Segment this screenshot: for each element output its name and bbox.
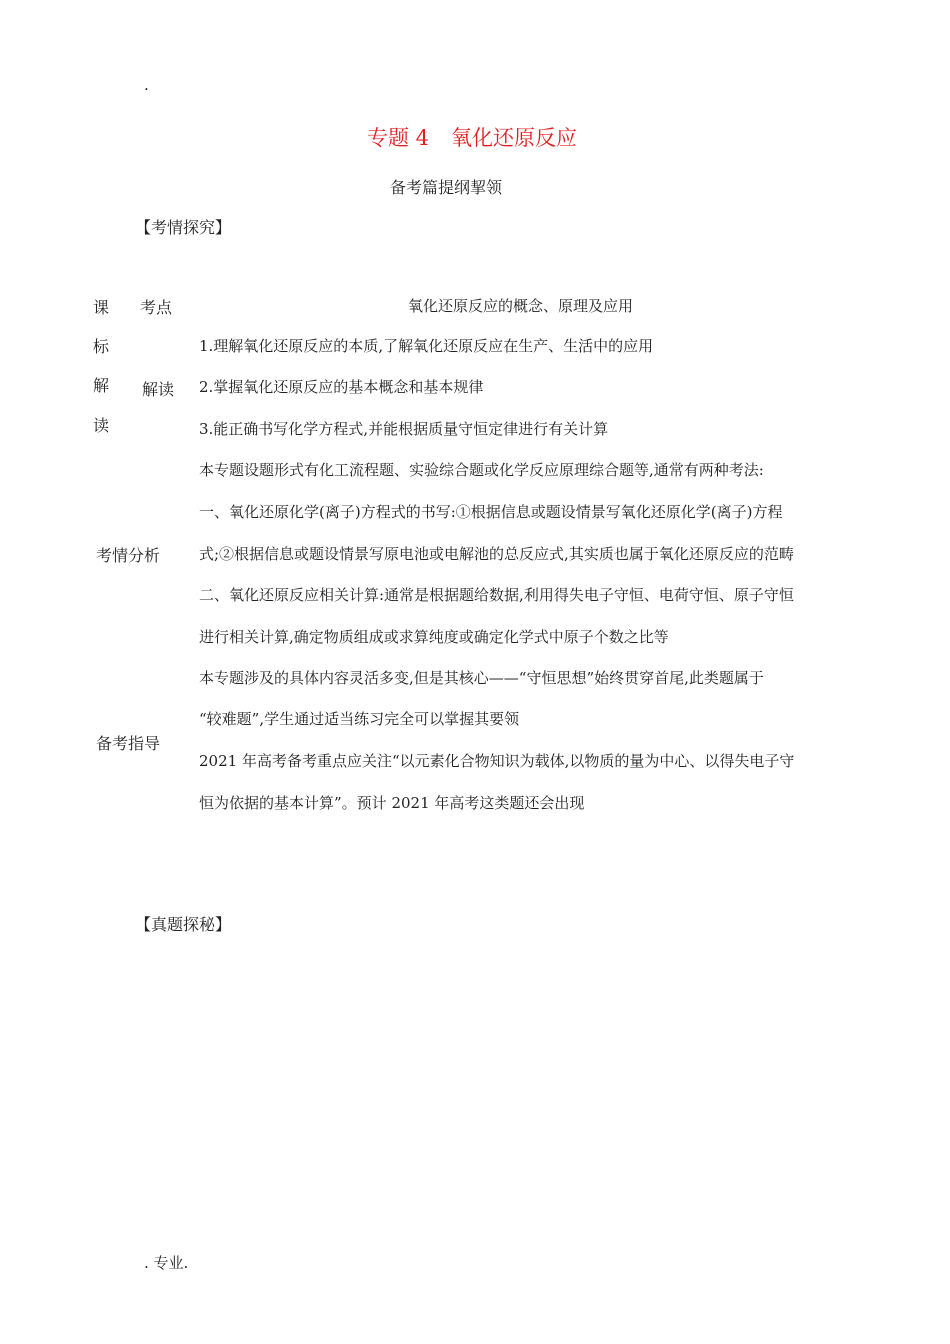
header-mark: .: [144, 76, 149, 94]
analysis-line: 一、氧化还原化学(离子)方程式的书写:①根据信息或题设情景写氧化还原化学(离子)方程: [199, 503, 783, 521]
section-heading-zhenti: 【真题探秘】: [135, 915, 232, 934]
page-title: [367, 122, 577, 152]
analysis-line: 二、氧化还原反应相关计算:通常是根据题给数据,利用得失电子守恒、电荷守恒、原子守恒: [199, 586, 794, 604]
curriculum-char: 读: [93, 416, 110, 435]
curriculum-char: 课: [93, 298, 110, 317]
subtitle: 备考篇提纲挈领: [390, 178, 503, 197]
guide-line: 本专题涉及的具体内容灵活多变,但是其核心——“守恒思想”始终贯穿首尾,此类题属于: [199, 669, 764, 687]
kaodian-value: 氧化还原反应的概念、原理及应用: [408, 297, 634, 315]
curriculum-char: 标: [93, 337, 110, 356]
analysis-label: 考情分析: [96, 546, 161, 565]
guide-line: 2021 年高考备考重点应关注“以元素化合物知识为载体,以物质的量为中心、以得失电子守: [199, 752, 795, 770]
curriculum-char: 解: [93, 376, 110, 395]
analysis-line: 本专题设题形式有化工流程题、实验综合题或化学反应原理综合题等,通常有两种考法:: [199, 461, 764, 479]
footer-text: . 专业.: [144, 1254, 189, 1272]
title-name: 氧化还原反应: [451, 126, 578, 150]
analysis-line: 式;②根据信息或题设情景写原电池或电解池的总反应式,其实质也属于氧化还原反应的范畴: [199, 545, 794, 563]
jiedu-item: 3.能正确书写化学方程式,并能根据质量守恒定律进行有关计算: [199, 420, 609, 438]
guide-line: 恒为依据的基本计算”。预计 2021 年高考这类题还会出现: [199, 794, 585, 812]
jiedu-item: 2.掌握氧化还原反应的基本概念和基本规律: [199, 378, 484, 396]
guide-label: 备考指导: [96, 734, 161, 753]
title-topic: 专题 4: [367, 126, 430, 150]
section-heading-kaoqing: 【考情探究】: [135, 218, 232, 237]
jiedu-item: 1.理解氧化还原反应的本质,了解氧化还原反应在生产、生活中的应用: [199, 337, 654, 355]
jiedu-label: 解读: [142, 380, 175, 399]
analysis-line: 进行相关计算,确定物质组成或求算纯度或确定化学式中原子个数之比等: [199, 628, 669, 646]
guide-line: “较难题”,学生通过适当练习完全可以掌握其要领: [199, 710, 520, 728]
kaodian-label: 考点: [140, 298, 173, 317]
